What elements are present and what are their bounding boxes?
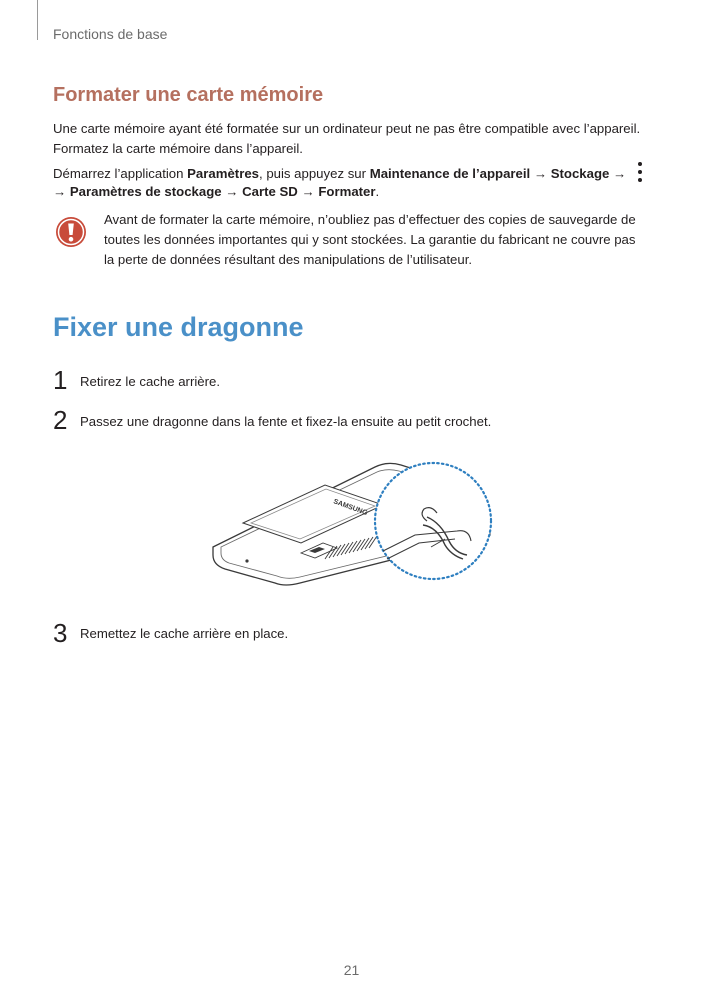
format-section-title: Formater une carte mémoire	[53, 84, 324, 106]
format-intro: Une carte mémoire ayant été formatée sur un ordinateur peut ne pas être compatible avec l’appareil. Formatez la carte mémoire dans l’appareil.	[53, 121, 641, 156]
text: , puis appuyez sur	[259, 166, 370, 181]
text: Démarrez l’application	[53, 166, 188, 181]
caution-text: Avant de formater la carte mémoire, n’oubliez pas d’effectuer des copies de sauvegarde de toutes les données importantes qui y sont stockées. La garantie du fabricant ne couvre pas la perte de données résultant des manipulations de l’utilisateur.	[104, 212, 636, 267]
menu-format: Formater	[318, 184, 376, 199]
step-number: 1	[53, 365, 68, 395]
header-rule	[37, 0, 38, 40]
arrow: →	[530, 166, 551, 181]
menu-device-maintenance: Maintenance de l’appareil	[369, 166, 531, 181]
arrow: →	[53, 184, 70, 199]
arrow: →	[297, 184, 319, 199]
brand-label: SAMSUNG	[332, 498, 369, 518]
step-text: Passez une dragonne dans la fente et fixez-la ensuite au petit crochet.	[80, 414, 492, 429]
menu-storage-settings: Paramètres de stockage	[69, 184, 222, 199]
arrow: →	[609, 166, 630, 181]
caution-icon	[55, 216, 87, 248]
more-options-icon	[636, 161, 646, 185]
strap-section-title: Fixer une dragonne	[53, 312, 304, 342]
step-text: Remettez le cache arrière en place.	[80, 626, 289, 641]
page-number: 21	[343, 962, 360, 978]
step-number: 3	[53, 618, 68, 648]
strap-illustration	[205, 455, 500, 595]
menu-sd-card: Carte SD	[242, 184, 298, 199]
period: .	[375, 184, 380, 199]
section-label: Fonctions de base	[53, 26, 168, 42]
arrow: →	[221, 184, 243, 199]
menu-settings: Paramètres	[187, 166, 259, 181]
step-number: 2	[53, 405, 68, 435]
format-path-line-2	[53, 182, 379, 202]
menu-storage: Stockage	[550, 166, 610, 181]
step-text: Retirez le cache arrière.	[80, 374, 220, 389]
